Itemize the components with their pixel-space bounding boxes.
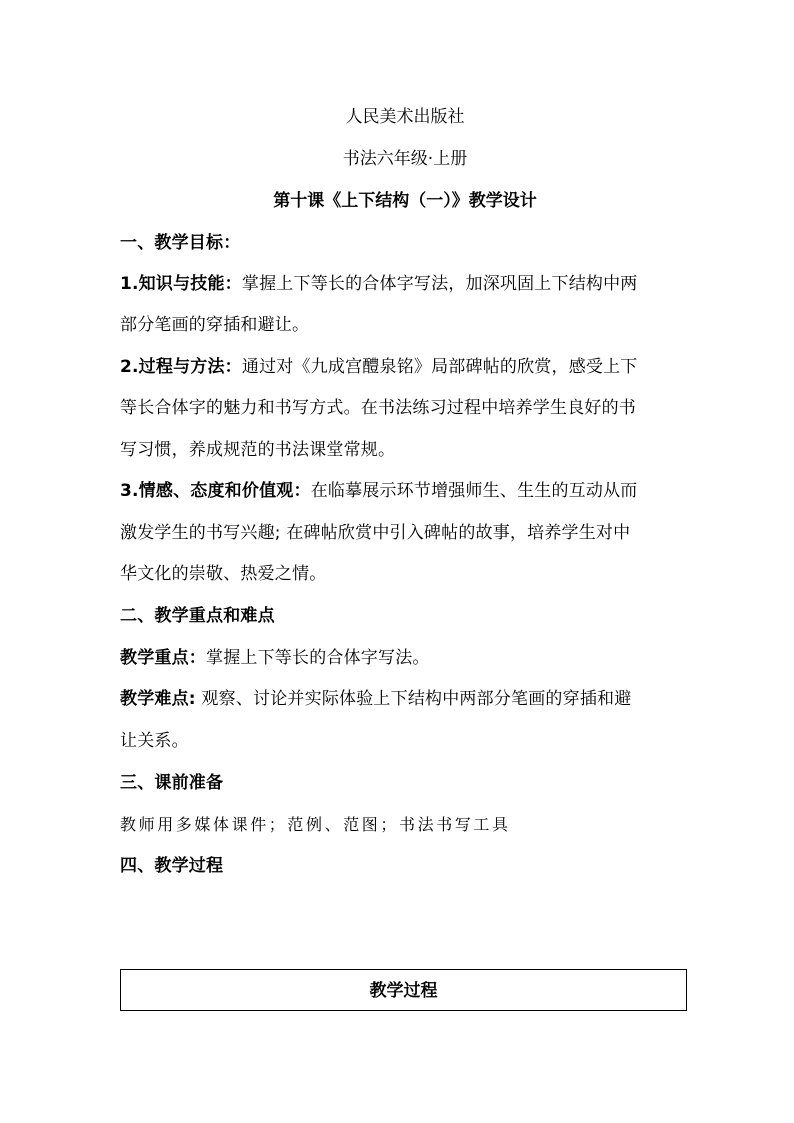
goal-2-line-3: 写习惯，养成规范的书法课堂常规。 [120, 440, 396, 460]
difficulty-label: 教学难点: [120, 689, 196, 709]
section-heading-goals: 一、教学目标： [120, 233, 241, 253]
section-heading-key-points: 二、教学重点和难点 [120, 606, 275, 626]
section-heading-process: 四、教学过程 [120, 856, 224, 876]
key-point-text: 掌握上下等长的合体字写法。 [206, 648, 430, 668]
goal-1-line-1 [120, 273, 690, 295]
process-table-header: 教学过程 [369, 981, 438, 1001]
goal-3-line-1 [120, 480, 690, 502]
goal-3-text-1: 在临摹展示环节增强师生、生生的互动从而 [310, 481, 638, 501]
goal-3-label: 3.情感、态度和价值观： [120, 481, 311, 501]
process-table [120, 969, 687, 1011]
goal-2-text-1: 通过对《九成宫醴泉铭》局部碑帖的欣赏，感受上下 [241, 357, 638, 377]
goal-2-line-1 [120, 356, 690, 378]
section-heading-preparation: 三、课前准备 [120, 773, 224, 793]
book-title: 书法六年级·上册 [342, 149, 468, 169]
lesson-title: 第十课《上下结构（一）》教学设计 [273, 191, 537, 211]
goal-2-label: 2.过程与方法： [120, 357, 242, 377]
key-point-line [120, 647, 690, 669]
goal-1-text-1: 掌握上下等长的合体字写法，加深巩固上下结构中两 [241, 274, 638, 294]
difficulty-text-1: 观察、讨论并实际体验上下结构中两部分笔画的穿插和避 [195, 689, 632, 709]
preparation-text: 教师用多媒体课件；范例、范图；书法书写工具 [120, 815, 511, 834]
goal-3-line-2: 激发学生的书写兴趣; 在碑帖欣赏中引入碑帖的故事，培养学生对中 [120, 523, 631, 543]
key-point-label: 教学重点： [120, 648, 206, 668]
goal-2-line-2: 等长合体字的魅力和书写方式。在书法练习过程中培养学生良好的书 [120, 398, 636, 418]
difficulty-line-1 [120, 688, 690, 710]
publisher-name: 人民美术出版社 [345, 107, 465, 127]
difficulty-line-2: 让关系。 [120, 731, 189, 751]
goal-1-line-2: 部分笔画的穿插和避让。 [120, 315, 310, 335]
goal-3-line-3: 华文化的崇敬、热爱之情。 [120, 564, 327, 584]
goal-1-label: 1.知识与技能： [120, 274, 242, 294]
